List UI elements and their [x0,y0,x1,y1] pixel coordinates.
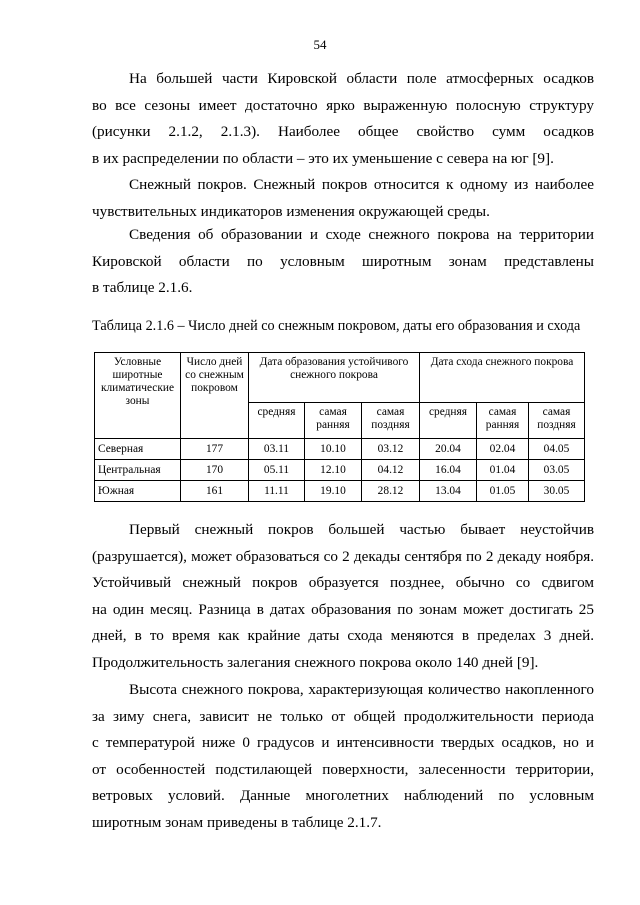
text-line: Первый снежный покров большей частью бывает неустойчив [129,521,594,538]
paragraph-precipitation [92,66,594,172]
header-formation-earliest: самая ранняя [305,403,362,439]
formation-latest-cell: 03.12 [362,439,420,460]
text-line: На большей части Кировской области поле атмосферных осадков [129,70,594,87]
formation-earliest-cell: 10.10 [305,439,362,460]
formation-average-cell: 03.11 [249,439,305,460]
header-melt-latest: самая поздняя [529,403,585,439]
text-line: за зиму снега, зависит не только от общей продолжительности периода [92,707,594,725]
header-formation-date: Дата образования устойчивого снежного покрова [249,353,420,403]
zone-cell: Южная [95,481,181,502]
header-formation-average: средняя [249,403,305,439]
text-line: Сведения об образовании и сходе снежного покрова на территории [129,226,594,243]
text-line: во все сезоны имеет достаточно ярко выраженную полосную структуру [92,96,594,114]
melt-earliest-cell: 01.05 [477,481,529,502]
text-line: ветровых условий. Данные многолетних наблюдений по условным [92,787,594,805]
text-line: в таблице 2.1.6. [92,279,193,297]
zone-cell: Центральная [95,460,181,481]
text-line: в их распределении по области – это их уменьшение с севера на юг [9]. [92,149,554,167]
melt-average-cell: 20.04 [420,439,477,460]
snow-cover-table [94,352,585,502]
melt-latest-cell: 03.05 [529,460,585,481]
table-row [95,460,585,481]
text-line: с температурой ниже 0 градусов и интенсивности твердых осадков, но и [92,734,594,752]
text-line: Высота снежного покрова, характеризующая количество накопленного [129,681,594,698]
text-line: Кировской области по условным широтным зонам представлены [92,252,594,270]
page-number: 54 [313,37,327,52]
paragraph-table-intro [92,222,594,302]
formation-average-cell: 11.11 [249,481,305,502]
header-days: Число дней со снежным покровом [181,353,249,439]
text-line: Продолжительность залегания снежного покрова около 140 дней [9]. [92,653,539,671]
header-melt-earliest: самая ранняя [477,403,529,439]
formation-average-cell: 05.11 [249,460,305,481]
text-line: широтным зонам приведены в таблице 2.1.7. [92,813,382,831]
melt-latest-cell: 04.05 [529,439,585,460]
text-line: дней, в то время как крайние даты схода меняются в пределах 3 дней. [92,627,594,645]
melt-earliest-cell: 02.04 [477,439,529,460]
paragraph-snow-cover [92,172,594,225]
days-cell: 161 [181,481,249,502]
text-line: чувствительных индикаторов изменения окружающей среды. [92,202,490,220]
header-formation-latest: самая поздняя [362,403,420,439]
formation-earliest-cell: 12.10 [305,460,362,481]
header-melt-average: средняя [420,403,477,439]
text-line: (разрушается), может образоваться со 2 декады сентября по 2 декаду ноября. [92,547,594,565]
melt-earliest-cell: 01.04 [477,460,529,481]
formation-latest-cell: 28.12 [362,481,420,502]
days-cell: 170 [181,460,249,481]
formation-latest-cell: 04.12 [362,460,420,481]
table-row [95,481,585,502]
days-cell: 177 [181,439,249,460]
header-zone: Условные широтные климатические зоны [95,353,181,439]
melt-average-cell: 13.04 [420,481,477,502]
melt-latest-cell: 30.05 [529,481,585,502]
header-melt-date: Дата схода снежного покрова [420,353,585,403]
paragraph-snow-depth [92,677,594,837]
table-row [95,439,585,460]
formation-earliest-cell: 19.10 [305,481,362,502]
text-line: (рисунки 2.1.2, 2.1.3). Наиболее общее свойство сумм осадков [92,123,594,141]
text-line: от особенностей подстилающей поверхности, залесенности территории, [92,760,594,778]
melt-average-cell: 16.04 [420,460,477,481]
text-line: Снежный покров. Снежный покров относится к одному из наиболее [129,176,594,193]
paragraph-first-snow [92,517,594,677]
text-line: на один месяц. Разница в датах образования по зонам может достигать 25 [92,600,594,618]
table-caption: Таблица 2.1.6 – Число дней со снежным покровом, даты его образования и схода [92,318,581,334]
text-line: Устойчивый снежный покров образуется позднее, обычно со сдвигом [92,574,594,592]
zone-cell: Северная [95,439,181,460]
